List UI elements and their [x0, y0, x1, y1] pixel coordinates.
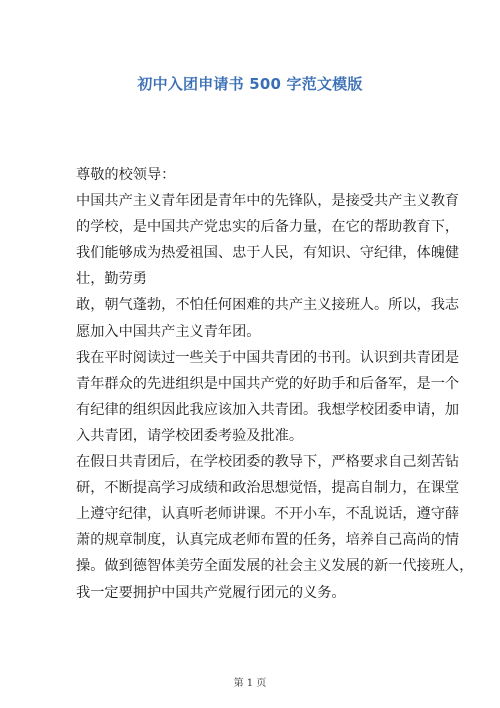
text-line: 上遵守纪律，认真听老师讲课。不开小车，不乱说话，遵守薛: [76, 506, 460, 523]
text-line: 敢，朝气蓬勃，不怕任何困难的共产主义接班人。所以，我志: [76, 297, 460, 314]
text-line: 中国共产主义青年团是青年中的先锋队，是接受共产主义教育: [76, 193, 460, 210]
paragraph-3: [76, 345, 460, 449]
document-body: [76, 162, 474, 606]
salutation: [76, 162, 432, 188]
salutation-line: 尊敬的校领导：: [76, 167, 176, 183]
text-line: 壮，勤劳勇: [76, 271, 147, 288]
text-line: 萧的规章制度，认真完成老师布置的任务，培养自己高尚的情: [76, 532, 460, 549]
paragraph-4: [76, 449, 474, 606]
text-line: 我一定要拥护中国共产党履行团元的义务。: [76, 584, 346, 601]
text-line: 我在平时阅读过一些关于中国共青团的书刊。认识到共青团是: [76, 349, 460, 366]
text-line: 研，不断提高学习成绩和政治思想觉悟，提高自制力，在课堂: [76, 480, 460, 497]
paragraph-1: [76, 188, 460, 292]
text-line: 入共青团，请学校团委考验及批准。: [76, 427, 304, 444]
text-line: 我们能够成为热爱祖国、忠于人民，有知识、守纪律，体魄健: [76, 245, 460, 262]
paragraph-2: [76, 292, 460, 344]
text-line: 的学校，是中国共产党忠实的后备力量，在它的帮助教育下，: [76, 219, 460, 236]
page-number: 第 1 页: [233, 678, 267, 689]
text-line: 愿加入中国共产主义青年团。: [76, 323, 261, 340]
text-line: 操。做到德智体美劳全面发展的社会主义发展的新一代接班人，: [76, 558, 474, 575]
text-line: 有纪律的组织因此我应该加入共青团。我想学校团委申请，加: [76, 401, 460, 418]
text-line: 在假日共青团后，在学校团委的教导下，严格要求自己刻苦钻: [76, 454, 460, 471]
document-title: 初中入团申请书 500 字范文模版: [137, 75, 363, 93]
text-line: 青年群众的先进组织是中国共产党的好助手和后备军，是一个: [76, 375, 460, 392]
